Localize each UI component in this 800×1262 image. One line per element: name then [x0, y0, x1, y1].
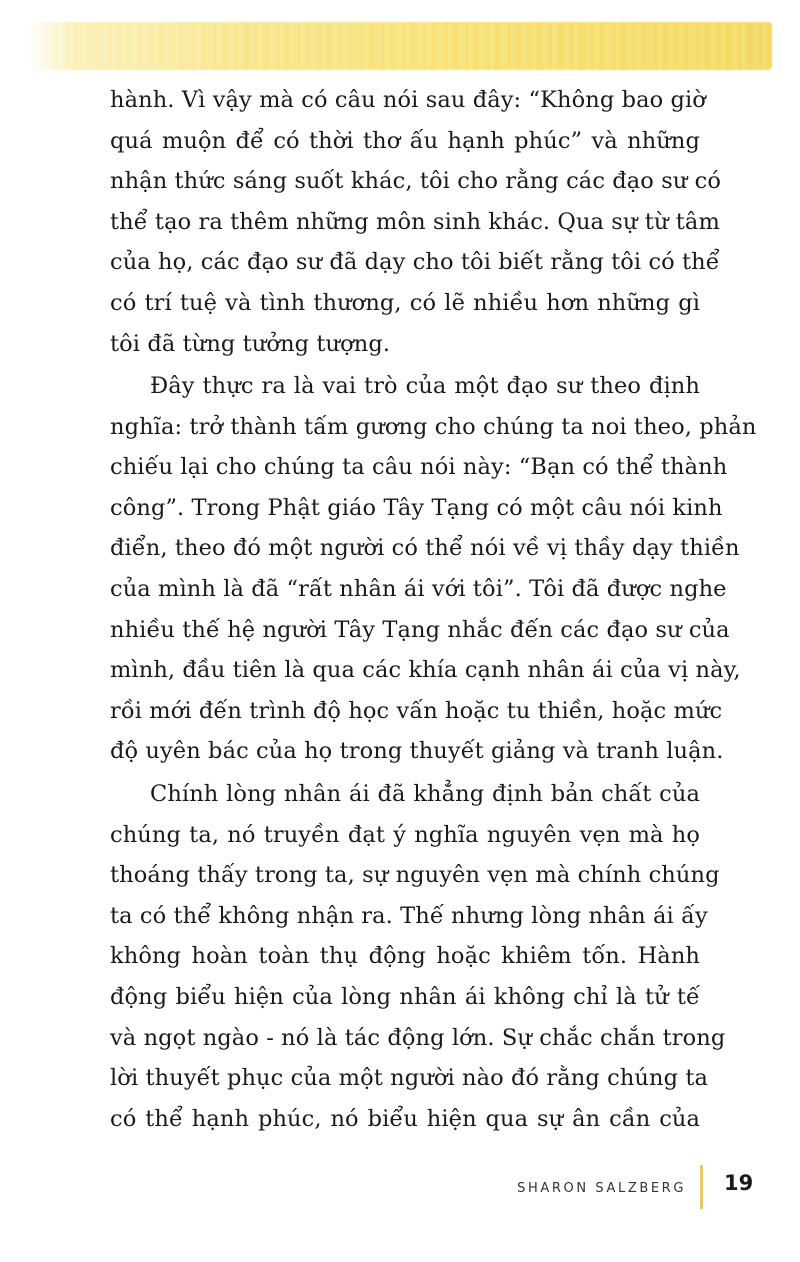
page-footer — [0, 1165, 800, 1205]
text-line: Chính lòng nhân ái đã khẳng định bản chất của — [150, 781, 700, 807]
text-line: nghĩa: trở thành tấm gương cho chúng ta noi theo, phản — [110, 413, 757, 440]
text-line: quá muộn để có thời thơ ấu hạnh phúc” và những — [110, 127, 700, 154]
text-line: công”. Trong Phật giáo Tây Tạng có một câu nói kinh — [110, 494, 723, 521]
text-line: hành. Vì vậy mà có câu nói sau đây: “Không bao giờ — [110, 87, 706, 113]
text-line: ta có thể không nhận ra. Thế nhưng lòng nhân ái ấy — [110, 902, 708, 929]
text-line: của mình là đã “rất nhân ái với tôi”. Tôi đã được nghe — [110, 575, 727, 602]
text-line: chúng ta, nó truyền đạt ý nghĩa nguyên vẹn mà họ — [110, 821, 700, 848]
text-line: điển, theo đó một người có thể nói về vị thầy dạy thiền — [110, 535, 740, 562]
text-line: chiếu lại cho chúng ta câu nói này: “Bạn có thể thành — [110, 454, 728, 481]
text-line: tôi đã từng tưởng tượng. — [110, 330, 391, 357]
text-line: lời thuyết phục của một người nào đó rằng chúng ta — [110, 1065, 709, 1092]
text-line: mình, đầu tiên là qua các khía cạnh nhân ái của vị này, — [110, 657, 741, 684]
page-number: 19 — [724, 1171, 754, 1195]
footer-divider — [700, 1165, 703, 1209]
running-footer-author: SHARON SALZBERG — [517, 1181, 686, 1196]
paragraph-3 — [110, 774, 726, 1139]
text-line: nhiều thế hệ người Tây Tạng nhắc đến các đạo sư của — [110, 616, 730, 643]
text-line: thể tạo ra thêm những môn sinh khác. Qua sự từ tâm — [110, 208, 720, 235]
text-line: Đây thực ra là vai trò của một đạo sư theo định — [150, 373, 700, 399]
text-line: động biểu hiện của lòng nhân ái không chỉ là tử tế — [110, 983, 700, 1010]
text-line: không hoàn toàn thụ động hoặc khiêm tốn. Hành — [110, 943, 700, 970]
paragraph-1 — [110, 80, 722, 364]
text-line: có trí tuệ và tình thương, có lẽ nhiều hơn những gì — [110, 289, 700, 316]
decorative-header-band — [28, 22, 772, 70]
text-line: rồi mới đến trình độ học vấn hoặc tu thiền, hoặc mức — [110, 697, 723, 724]
text-line: độ uyên bác của họ trong thuyết giảng và tranh luận. — [110, 738, 724, 765]
text-line: nhận thức sáng suốt khác, tôi cho rằng các đạo sư có — [110, 168, 722, 195]
paragraph-2 — [110, 366, 757, 772]
text-line: có thể hạnh phúc, nó biểu hiện qua sự ân cần của — [110, 1105, 700, 1132]
text-line: và ngọt ngào - nó là tác động lớn. Sự chắc chắn trong — [110, 1024, 726, 1051]
text-line: của họ, các đạo sư đã dạy cho tôi biết rằng tôi có thể — [110, 249, 720, 276]
text-line: thoáng thấy trong ta, sự nguyên vẹn mà chính chúng — [110, 862, 720, 889]
